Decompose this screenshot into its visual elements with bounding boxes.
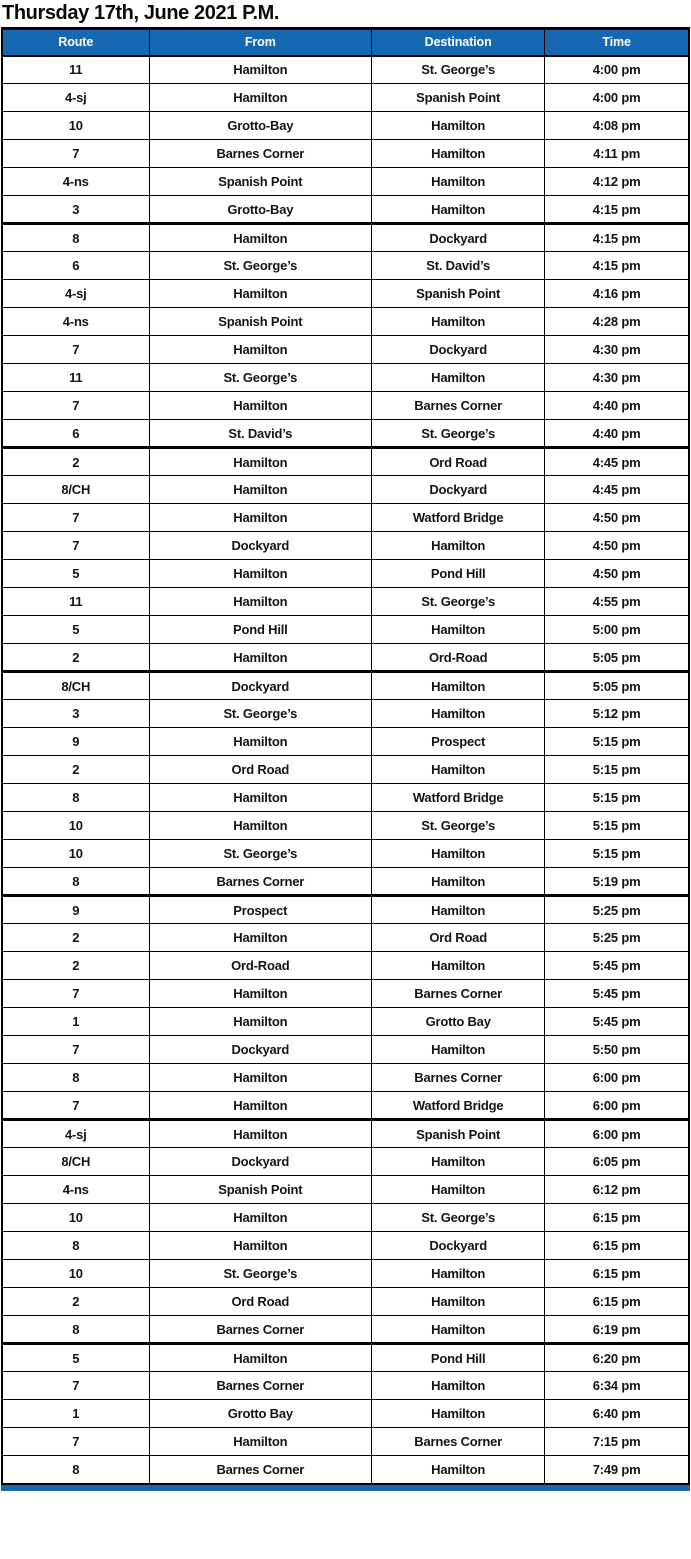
cell-time: 6:15 pm bbox=[545, 1232, 689, 1260]
table-row bbox=[2, 1260, 689, 1288]
cell-route: 3 bbox=[2, 700, 149, 728]
table-row bbox=[2, 56, 689, 84]
cell-destination: Spanish Point bbox=[372, 280, 545, 308]
cell-route: 8 bbox=[2, 224, 149, 252]
cell-destination: Grotto Bay bbox=[372, 1008, 545, 1036]
cell-time: 4:12 pm bbox=[545, 168, 689, 196]
cell-destination: Hamilton bbox=[372, 1316, 545, 1344]
cell-route: 2 bbox=[2, 756, 149, 784]
page-title: Thursday 17th, June 2021 P.M. bbox=[2, 2, 280, 24]
cell-time: 5:05 pm bbox=[545, 644, 689, 672]
cell-time: 5:45 pm bbox=[545, 952, 689, 980]
cell-time: 4:15 pm bbox=[545, 196, 689, 224]
table-row bbox=[2, 896, 689, 924]
cell-from: St. George’s bbox=[149, 1260, 372, 1288]
cell-from: Hamilton bbox=[149, 56, 372, 84]
cell-route: 8 bbox=[2, 784, 149, 812]
cell-from: Spanish Point bbox=[149, 1176, 372, 1204]
cell-time: 5:12 pm bbox=[545, 700, 689, 728]
cell-time: 5:19 pm bbox=[545, 868, 689, 896]
cell-time: 6:00 pm bbox=[545, 1092, 689, 1120]
cell-time: 5:45 pm bbox=[545, 980, 689, 1008]
cell-time: 4:30 pm bbox=[545, 364, 689, 392]
cell-time: 5:50 pm bbox=[545, 1036, 689, 1064]
table-row bbox=[2, 924, 689, 952]
table-row bbox=[2, 672, 689, 700]
cell-destination: Hamilton bbox=[372, 168, 545, 196]
cell-from: Hamilton bbox=[149, 280, 372, 308]
cell-route: 11 bbox=[2, 56, 149, 84]
table-row bbox=[2, 1036, 689, 1064]
cell-from: Barnes Corner bbox=[149, 1456, 372, 1484]
cell-route: 10 bbox=[2, 112, 149, 140]
cell-from: Grotto Bay bbox=[149, 1400, 372, 1428]
cell-from: Hamilton bbox=[149, 812, 372, 840]
cell-destination: Spanish Point bbox=[372, 1120, 545, 1148]
cell-time: 4:45 pm bbox=[545, 448, 689, 476]
cell-route: 11 bbox=[2, 588, 149, 616]
cell-destination: Hamilton bbox=[372, 140, 545, 168]
cell-route: 6 bbox=[2, 252, 149, 280]
cell-destination: Barnes Corner bbox=[372, 1064, 545, 1092]
cell-destination: Hamilton bbox=[372, 308, 545, 336]
cell-route: 3 bbox=[2, 196, 149, 224]
cell-from: St. David’s bbox=[149, 420, 372, 448]
cell-from: Pond Hill bbox=[149, 616, 372, 644]
cell-destination: Hamilton bbox=[372, 532, 545, 560]
cell-route: 8 bbox=[2, 1232, 149, 1260]
cell-time: 4:40 pm bbox=[545, 420, 689, 448]
cell-route: 4-ns bbox=[2, 308, 149, 336]
cell-from: Hamilton bbox=[149, 336, 372, 364]
table-row bbox=[2, 952, 689, 980]
cell-from: Barnes Corner bbox=[149, 1372, 372, 1400]
cell-time: 6:00 pm bbox=[545, 1064, 689, 1092]
table-row bbox=[2, 532, 689, 560]
table-row bbox=[2, 448, 689, 476]
table-row bbox=[2, 1204, 689, 1232]
cell-route: 11 bbox=[2, 364, 149, 392]
table-row bbox=[2, 476, 689, 504]
cell-destination: Pond Hill bbox=[372, 1344, 545, 1372]
cell-route: 1 bbox=[2, 1400, 149, 1428]
cell-from: Grotto-Bay bbox=[149, 196, 372, 224]
cell-time: 5:15 pm bbox=[545, 728, 689, 756]
cell-route: 7 bbox=[2, 980, 149, 1008]
column-header-destination: Destination bbox=[372, 29, 545, 56]
cell-time: 4:15 pm bbox=[545, 252, 689, 280]
cell-time: 5:00 pm bbox=[545, 616, 689, 644]
cell-destination: Hamilton bbox=[372, 364, 545, 392]
schedule-table-header bbox=[2, 29, 689, 56]
cell-time: 5:05 pm bbox=[545, 672, 689, 700]
column-header-time: Time bbox=[545, 29, 689, 56]
cell-route: 2 bbox=[2, 924, 149, 952]
table-row bbox=[2, 560, 689, 588]
cell-route: 7 bbox=[2, 392, 149, 420]
cell-route: 10 bbox=[2, 812, 149, 840]
cell-route: 5 bbox=[2, 1344, 149, 1372]
table-row bbox=[2, 1344, 689, 1372]
table-row bbox=[2, 1008, 689, 1036]
cell-route: 4-ns bbox=[2, 168, 149, 196]
cell-destination: Watford Bridge bbox=[372, 504, 545, 532]
cell-destination: Hamilton bbox=[372, 1176, 545, 1204]
cell-destination: Hamilton bbox=[372, 840, 545, 868]
cell-destination: Hamilton bbox=[372, 672, 545, 700]
cell-route: 8 bbox=[2, 1064, 149, 1092]
cell-from: Dockyard bbox=[149, 1036, 372, 1064]
cell-destination: St. George’s bbox=[372, 1204, 545, 1232]
cell-route: 2 bbox=[2, 644, 149, 672]
table-row bbox=[2, 812, 689, 840]
table-row bbox=[2, 1176, 689, 1204]
cell-route: 7 bbox=[2, 1428, 149, 1456]
cell-from: Hamilton bbox=[149, 504, 372, 532]
table-row bbox=[2, 840, 689, 868]
cell-destination: St. George’s bbox=[372, 56, 545, 84]
cell-from: Ord Road bbox=[149, 756, 372, 784]
cell-time: 5:15 pm bbox=[545, 840, 689, 868]
cell-destination: Hamilton bbox=[372, 700, 545, 728]
cell-destination: Ord-Road bbox=[372, 644, 545, 672]
cell-time: 4:50 pm bbox=[545, 504, 689, 532]
cell-from: Hamilton bbox=[149, 84, 372, 112]
cell-from: Hamilton bbox=[149, 924, 372, 952]
table-row bbox=[2, 1372, 689, 1400]
cell-from: St. George’s bbox=[149, 840, 372, 868]
cell-time: 4:15 pm bbox=[545, 224, 689, 252]
cell-route: 5 bbox=[2, 616, 149, 644]
table-row bbox=[2, 224, 689, 252]
cell-from: Barnes Corner bbox=[149, 140, 372, 168]
cell-from: Hamilton bbox=[149, 224, 372, 252]
cell-destination: Hamilton bbox=[372, 1400, 545, 1428]
cell-route: 7 bbox=[2, 140, 149, 168]
cell-time: 6:20 pm bbox=[545, 1344, 689, 1372]
cell-destination: Ord Road bbox=[372, 448, 545, 476]
cell-destination: Barnes Corner bbox=[372, 980, 545, 1008]
cell-from: Hamilton bbox=[149, 1204, 372, 1232]
cell-from: Prospect bbox=[149, 896, 372, 924]
cell-destination: Hamilton bbox=[372, 196, 545, 224]
table-row bbox=[2, 616, 689, 644]
cell-time: 7:49 pm bbox=[545, 1456, 689, 1484]
table-row bbox=[2, 1288, 689, 1316]
schedule-table-body bbox=[2, 56, 689, 1484]
table-row bbox=[2, 1064, 689, 1092]
table-row bbox=[2, 644, 689, 672]
table-row bbox=[2, 392, 689, 420]
column-header-from: From bbox=[149, 29, 372, 56]
cell-time: 4:16 pm bbox=[545, 280, 689, 308]
table-row bbox=[2, 140, 689, 168]
cell-from: Hamilton bbox=[149, 1428, 372, 1456]
cell-from: Hamilton bbox=[149, 644, 372, 672]
cell-route: 6 bbox=[2, 420, 149, 448]
table-row bbox=[2, 168, 689, 196]
table-row bbox=[2, 1428, 689, 1456]
cell-time: 6:15 pm bbox=[545, 1288, 689, 1316]
cell-time: 6:34 pm bbox=[545, 1372, 689, 1400]
cell-destination: Pond Hill bbox=[372, 560, 545, 588]
cell-time: 6:19 pm bbox=[545, 1316, 689, 1344]
cell-route: 10 bbox=[2, 1260, 149, 1288]
cell-destination: Hamilton bbox=[372, 616, 545, 644]
cell-time: 5:25 pm bbox=[545, 896, 689, 924]
cell-destination: Dockyard bbox=[372, 224, 545, 252]
cell-time: 5:15 pm bbox=[545, 756, 689, 784]
cell-destination: Hamilton bbox=[372, 756, 545, 784]
schedule-table bbox=[1, 27, 690, 1485]
cell-route: 7 bbox=[2, 532, 149, 560]
cell-from: Hamilton bbox=[149, 1120, 372, 1148]
cell-destination: Dockyard bbox=[372, 336, 545, 364]
cell-destination: Watford Bridge bbox=[372, 784, 545, 812]
cell-route: 4-ns bbox=[2, 1176, 149, 1204]
table-row bbox=[2, 420, 689, 448]
cell-destination: Hamilton bbox=[372, 1148, 545, 1176]
cell-from: Hamilton bbox=[149, 728, 372, 756]
cell-route: 8/CH bbox=[2, 1148, 149, 1176]
cell-time: 4:11 pm bbox=[545, 140, 689, 168]
cell-route: 10 bbox=[2, 1204, 149, 1232]
cell-route: 7 bbox=[2, 1372, 149, 1400]
cell-from: Dockyard bbox=[149, 672, 372, 700]
table-row bbox=[2, 980, 689, 1008]
cell-destination: Hamilton bbox=[372, 112, 545, 140]
cell-from: Spanish Point bbox=[149, 168, 372, 196]
table-row bbox=[2, 784, 689, 812]
cell-from: Grotto-Bay bbox=[149, 112, 372, 140]
cell-from: Dockyard bbox=[149, 1148, 372, 1176]
cell-destination: Hamilton bbox=[372, 1456, 545, 1484]
cell-from: Hamilton bbox=[149, 1232, 372, 1260]
cell-from: St. George’s bbox=[149, 252, 372, 280]
table-row bbox=[2, 504, 689, 532]
cell-destination: Hamilton bbox=[372, 1260, 545, 1288]
cell-time: 4:30 pm bbox=[545, 336, 689, 364]
cell-destination: St. George’s bbox=[372, 588, 545, 616]
cell-destination: St. David’s bbox=[372, 252, 545, 280]
cell-from: Hamilton bbox=[149, 980, 372, 1008]
cell-time: 5:25 pm bbox=[545, 924, 689, 952]
cell-time: 6:40 pm bbox=[545, 1400, 689, 1428]
cell-destination: Hamilton bbox=[372, 1288, 545, 1316]
cell-destination: Hamilton bbox=[372, 1036, 545, 1064]
cell-time: 4:08 pm bbox=[545, 112, 689, 140]
cell-time: 7:15 pm bbox=[545, 1428, 689, 1456]
cell-time: 4:00 pm bbox=[545, 56, 689, 84]
cell-destination: Dockyard bbox=[372, 1232, 545, 1260]
cell-route: 1 bbox=[2, 1008, 149, 1036]
table-row bbox=[2, 1316, 689, 1344]
cell-destination: Hamilton bbox=[372, 1372, 545, 1400]
cell-destination: Hamilton bbox=[372, 952, 545, 980]
cell-from: Barnes Corner bbox=[149, 868, 372, 896]
cell-from: Barnes Corner bbox=[149, 1316, 372, 1344]
cell-from: Hamilton bbox=[149, 588, 372, 616]
cell-destination: Watford Bridge bbox=[372, 1092, 545, 1120]
cell-route: 9 bbox=[2, 728, 149, 756]
cell-time: 5:15 pm bbox=[545, 784, 689, 812]
cell-from: Hamilton bbox=[149, 1064, 372, 1092]
cell-route: 9 bbox=[2, 896, 149, 924]
cell-destination: Ord Road bbox=[372, 924, 545, 952]
cell-destination: Dockyard bbox=[372, 476, 545, 504]
table-row bbox=[2, 588, 689, 616]
table-row bbox=[2, 1120, 689, 1148]
cell-time: 4:55 pm bbox=[545, 588, 689, 616]
table-row bbox=[2, 1232, 689, 1260]
cell-from: Ord Road bbox=[149, 1288, 372, 1316]
cell-route: 7 bbox=[2, 504, 149, 532]
cell-route: 10 bbox=[2, 840, 149, 868]
cell-from: Hamilton bbox=[149, 784, 372, 812]
cell-time: 4:40 pm bbox=[545, 392, 689, 420]
cell-destination: St. George’s bbox=[372, 420, 545, 448]
cell-from: Hamilton bbox=[149, 1092, 372, 1120]
cell-from: St. George’s bbox=[149, 700, 372, 728]
cell-route: 8 bbox=[2, 868, 149, 896]
cell-route: 2 bbox=[2, 1288, 149, 1316]
table-row bbox=[2, 1092, 689, 1120]
cell-from: Ord-Road bbox=[149, 952, 372, 980]
cell-from: Hamilton bbox=[149, 448, 372, 476]
cell-time: 6:05 pm bbox=[545, 1148, 689, 1176]
cell-from: St. George’s bbox=[149, 364, 372, 392]
table-row bbox=[2, 252, 689, 280]
cell-from: Spanish Point bbox=[149, 308, 372, 336]
table-row bbox=[2, 1456, 689, 1484]
table-row bbox=[2, 196, 689, 224]
table-row bbox=[2, 728, 689, 756]
cell-time: 4:50 pm bbox=[545, 560, 689, 588]
cell-time: 6:00 pm bbox=[545, 1120, 689, 1148]
cell-route: 7 bbox=[2, 336, 149, 364]
table-row bbox=[2, 84, 689, 112]
table-row bbox=[2, 336, 689, 364]
cell-destination: Prospect bbox=[372, 728, 545, 756]
cell-time: 4:45 pm bbox=[545, 476, 689, 504]
cell-route: 4-sj bbox=[2, 280, 149, 308]
table-row bbox=[2, 1400, 689, 1428]
cell-destination: St. George’s bbox=[372, 812, 545, 840]
cell-time: 5:45 pm bbox=[545, 1008, 689, 1036]
table-row bbox=[2, 700, 689, 728]
table-row bbox=[2, 308, 689, 336]
cell-from: Hamilton bbox=[149, 1008, 372, 1036]
table-row bbox=[2, 756, 689, 784]
cell-route: 8 bbox=[2, 1456, 149, 1484]
cell-route: 4-sj bbox=[2, 84, 149, 112]
cell-destination: Spanish Point bbox=[372, 84, 545, 112]
cell-from: Hamilton bbox=[149, 1344, 372, 1372]
cell-destination: Hamilton bbox=[372, 868, 545, 896]
table-row bbox=[2, 364, 689, 392]
cell-route: 5 bbox=[2, 560, 149, 588]
cell-time: 4:50 pm bbox=[545, 532, 689, 560]
column-header-route: Route bbox=[2, 29, 149, 56]
cell-route: 8/CH bbox=[2, 476, 149, 504]
cell-route: 8/CH bbox=[2, 672, 149, 700]
cell-route: 7 bbox=[2, 1092, 149, 1120]
table-row bbox=[2, 112, 689, 140]
cell-time: 6:15 pm bbox=[545, 1260, 689, 1288]
cell-time: 6:15 pm bbox=[545, 1204, 689, 1232]
cell-from: Hamilton bbox=[149, 560, 372, 588]
cell-route: 4-sj bbox=[2, 1120, 149, 1148]
cell-time: 4:28 pm bbox=[545, 308, 689, 336]
cell-route: 2 bbox=[2, 448, 149, 476]
table-row bbox=[2, 1148, 689, 1176]
cell-destination: Barnes Corner bbox=[372, 1428, 545, 1456]
table-row bbox=[2, 280, 689, 308]
cell-destination: Hamilton bbox=[372, 896, 545, 924]
cell-from: Dockyard bbox=[149, 532, 372, 560]
table-row bbox=[2, 868, 689, 896]
cell-time: 5:15 pm bbox=[545, 812, 689, 840]
cell-route: 2 bbox=[2, 952, 149, 980]
cell-time: 6:12 pm bbox=[545, 1176, 689, 1204]
cell-destination: Barnes Corner bbox=[372, 392, 545, 420]
cell-route: 8 bbox=[2, 1316, 149, 1344]
cell-from: Hamilton bbox=[149, 476, 372, 504]
cell-route: 7 bbox=[2, 1036, 149, 1064]
cell-from: Hamilton bbox=[149, 392, 372, 420]
cell-time: 4:00 pm bbox=[545, 84, 689, 112]
next-page-header-peek bbox=[1, 1485, 690, 1491]
